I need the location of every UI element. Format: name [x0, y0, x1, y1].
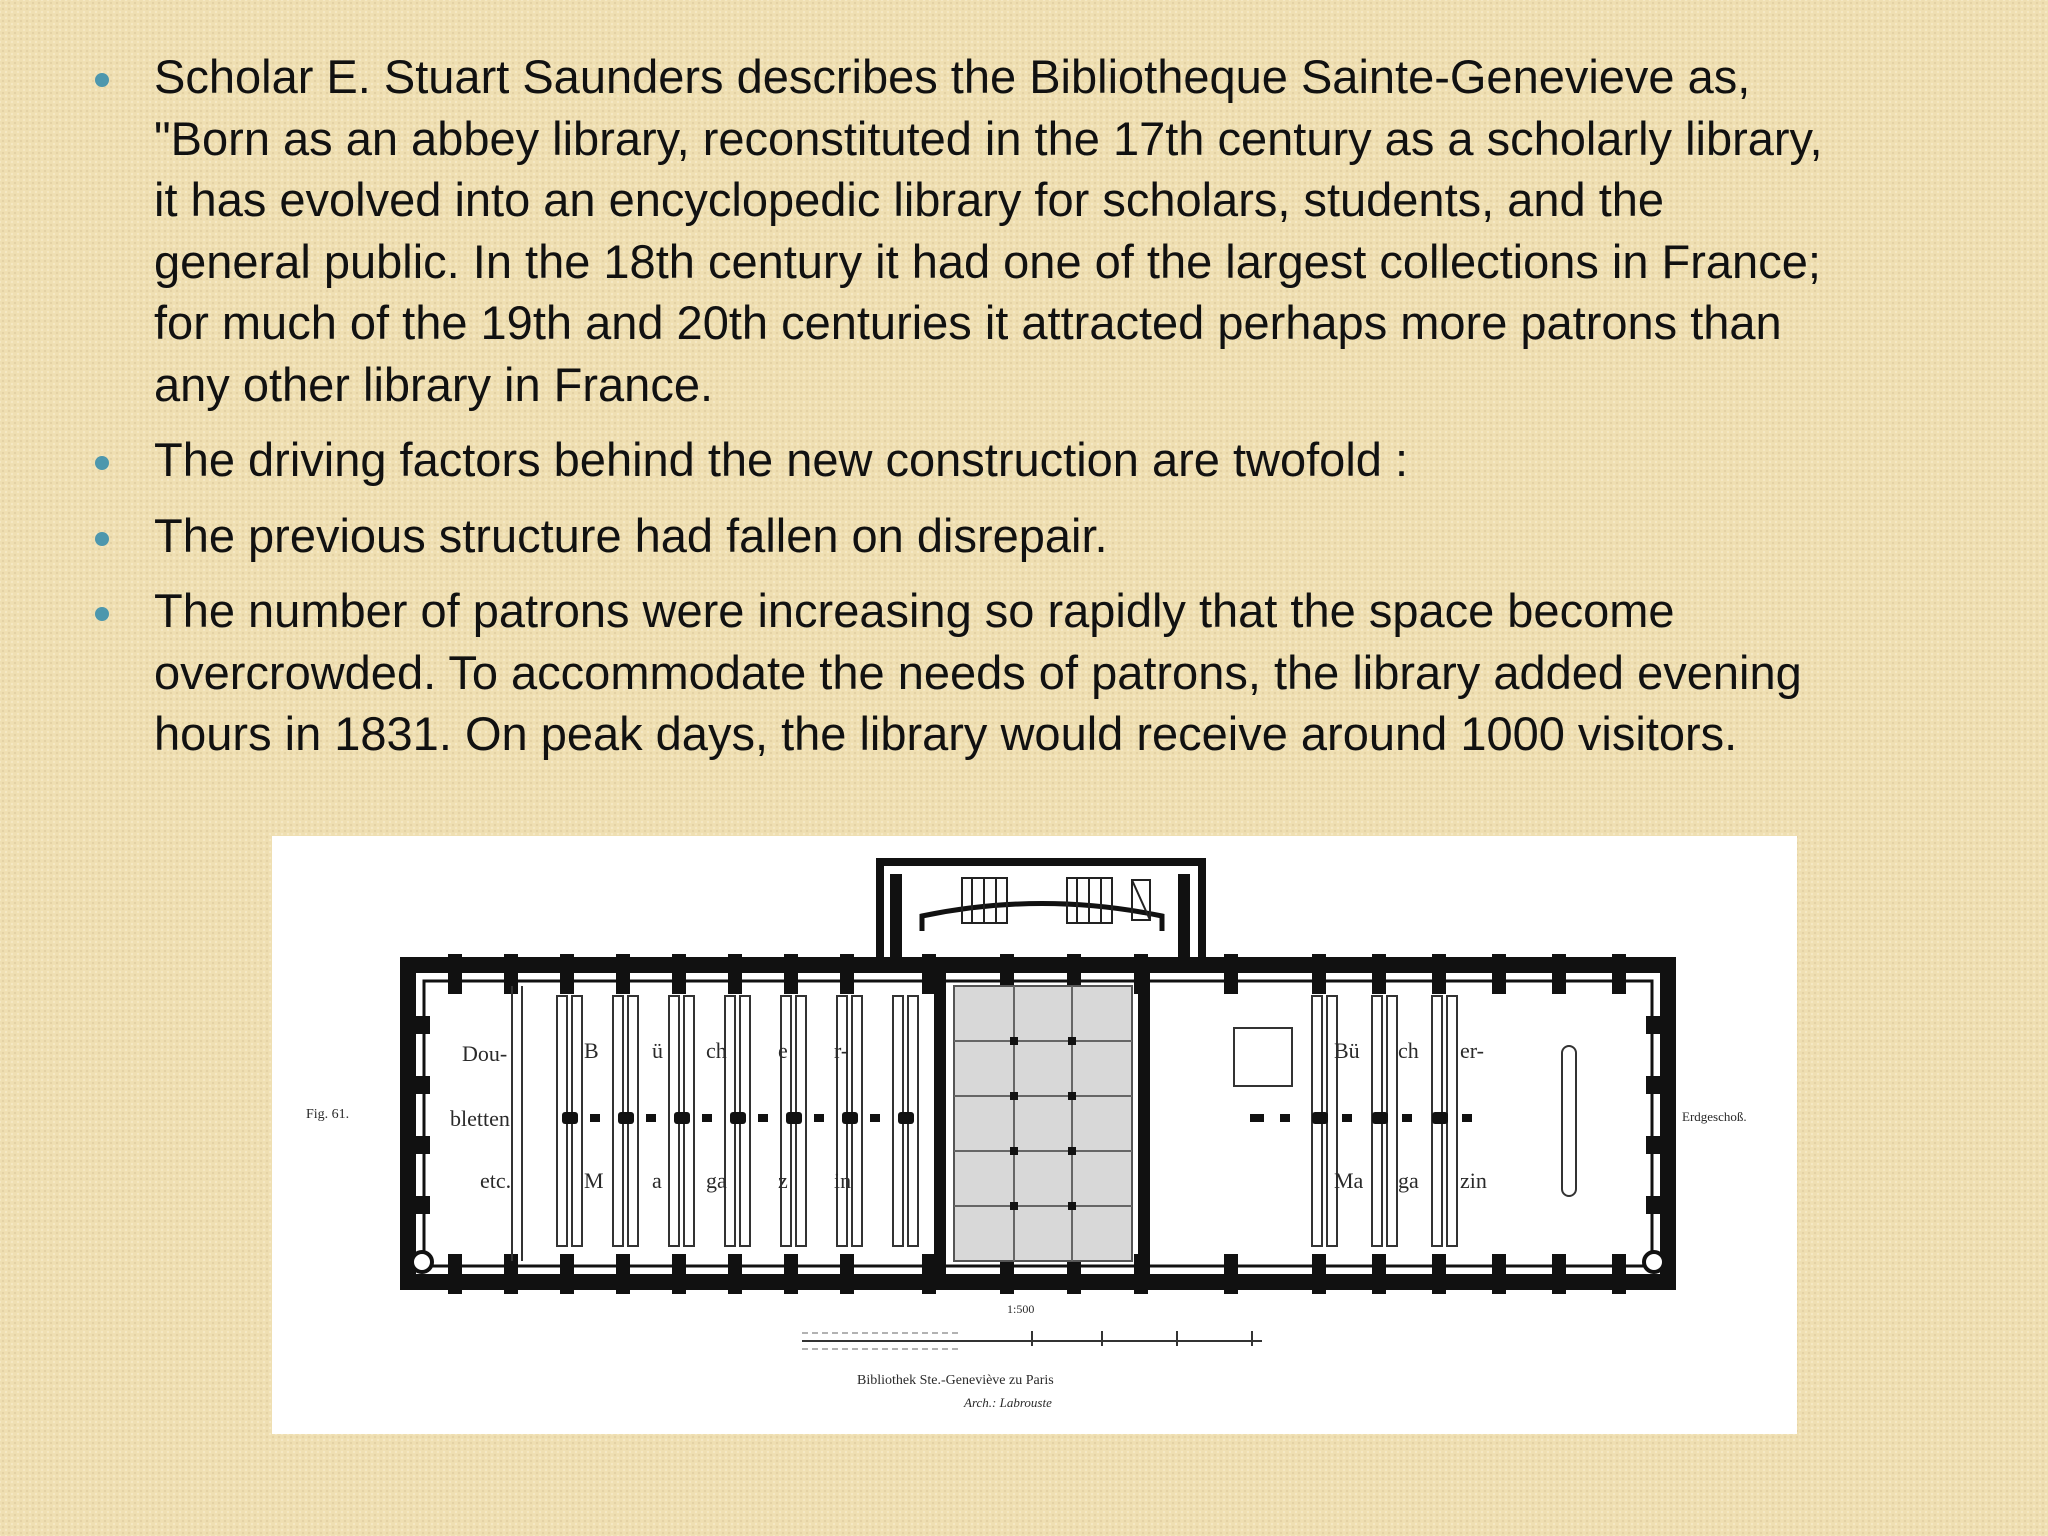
bullet-text: Scholar E. Stuart Saunders describes the Bibliotheque Sainte-Genevieve as, "Born as an abbey library, reconstituted in the 17th century as a scholarly library, it has evolved into an encyclopedic library for scholars, students, and the general public. In the 18th century it had one of the largest collections in France; for much of the 19th and 20th centuries it attracted perhaps more patrons than any other library in France.: [154, 50, 1823, 411]
stacks-label-lower-right-1: Ma: [1334, 1168, 1364, 1193]
scale-label: 1:500: [1007, 1302, 1035, 1316]
stacks-label-upper-left-3: ch: [706, 1038, 727, 1063]
bullet-list: [0, 46, 2048, 779]
stacks-label-upper-right-1: Bü: [1334, 1038, 1360, 1063]
stacks-label-lower-left-1: M: [584, 1168, 604, 1193]
stacks-label-lower-left-2: a: [652, 1168, 662, 1193]
stacks-label-upper-left-5: r-: [834, 1038, 849, 1063]
bullet-text: The number of patrons were increasing so rapidly that the space become overcrowded. To accommodate the needs of patrons, the library added evening hours in 1831. On peak days, the library would receive around 1000 visitors.: [154, 584, 1802, 760]
bullet-item: [0, 580, 2048, 765]
stacks-label-upper-left-4: e: [778, 1038, 788, 1063]
bullet-text: The driving factors behind the new construction are twofold :: [154, 433, 1409, 486]
figure-number-label: Fig. 61.: [306, 1107, 350, 1122]
bullet-dot-icon: [95, 532, 109, 546]
floor-label: Erdgeschoß.: [1682, 1109, 1747, 1124]
stacks-label-upper-left-1: B: [584, 1038, 599, 1063]
central-hall: [954, 986, 1132, 1261]
doublettes-label-3: etc.: [480, 1168, 512, 1193]
doublettes-room: [512, 986, 522, 1261]
bullet-item: [0, 429, 2048, 491]
bullet-item: [0, 46, 2048, 415]
doublettes-label-2: bletten: [450, 1106, 510, 1131]
bullet-dot-icon: [95, 73, 109, 87]
bullet-item: [0, 505, 2048, 567]
stacks-label-lower-left-4: z: [778, 1168, 788, 1193]
figure-caption-line2: Arch.: Labrouste: [964, 1395, 1052, 1410]
stacks-label-lower-left-3: ga: [706, 1168, 727, 1193]
bullet-text: The previous structure had fallen on disrepair.: [154, 508, 1108, 562]
floor-plan-drawing: [272, 836, 1797, 1434]
scale-bar: [802, 1302, 1262, 1349]
figure-caption-line1: Bibliothek Ste.-Geneviève zu Paris: [857, 1373, 1054, 1388]
doublettes-label-1: Dou-: [462, 1041, 508, 1066]
stacks-label-upper-right-3: er-: [1460, 1038, 1484, 1063]
stacks-label-upper-right-2: ch: [1398, 1038, 1419, 1063]
stacks-label-lower-right-2: ga: [1398, 1168, 1419, 1193]
stacks-label-lower-left-5: in: [834, 1168, 852, 1193]
stair-annex: [880, 862, 1202, 966]
bullet-dot-icon: [95, 456, 109, 470]
stacks-label-lower-right-3: zin: [1460, 1168, 1487, 1193]
bullet-dot-icon: [95, 607, 109, 621]
stacks-label-upper-left-2: ü: [652, 1038, 663, 1063]
floor-plan-figure: [272, 836, 1797, 1434]
